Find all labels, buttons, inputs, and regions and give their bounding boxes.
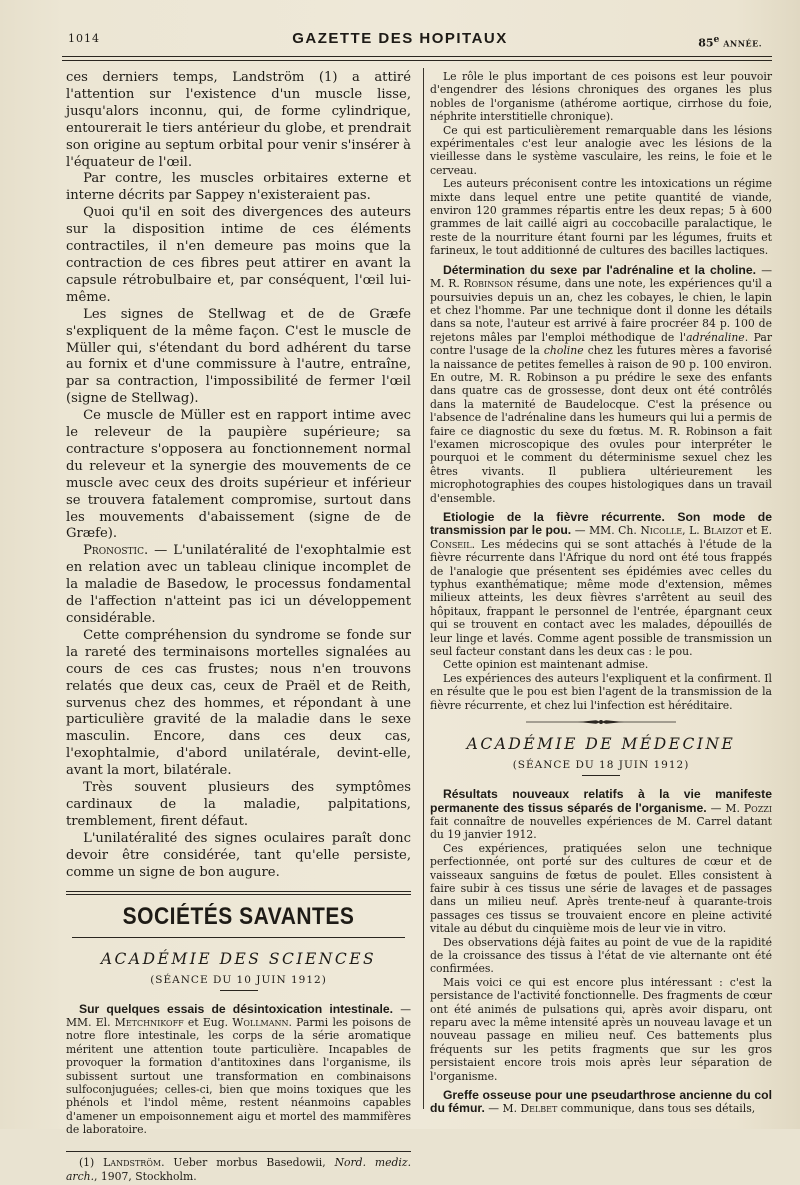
term-italic: choline	[543, 344, 584, 358]
article-paragraph	[430, 1089, 772, 1116]
footnote-mark: (1)	[78, 1155, 104, 1169]
author-text: , L.	[682, 524, 704, 538]
footnote-text: , 1907, Stockholm.	[94, 1170, 197, 1184]
pronostic-label: Pronostic.	[83, 543, 149, 559]
page-header	[0, 30, 800, 58]
article-body: communique, dans tous ses détails,	[557, 1102, 756, 1116]
author-text: — M. R.	[430, 263, 772, 291]
paragraph: Par contre, les muscles orbitaires externe et interne décrits par Sappey n'existeraient pas.	[66, 171, 411, 204]
year-word: ANNÉE.	[723, 38, 762, 49]
journal-title: GAZETTE DES HOPITAUX	[292, 30, 508, 47]
footnote	[66, 1156, 411, 1185]
author-name: Delbet	[520, 1102, 558, 1116]
section-rule	[66, 891, 411, 895]
paragraph: Cette compréhension du syndrome se fonde sur la rareté des terminaisons mortelles signalées au cours de ces cas frustes; nous n'en trouvons relatés que deux cas, ceux de Praël et de Reith, survenus chez des hommes, et répondant à une particulière gravité de la maladie dans le sexe masculin. Encore, dans ces deux cas, l'exophtalmie, d'abord unilatérale, devint-elle, avant la mort, bilatérale.	[66, 627, 411, 779]
article-body: . Parmi les poisons de notre flore intestinale, les corps de la série aromatique méritent une attention toute particulière. Incapables de provoquer la formation d'antitoxines dans l'organisme, ils subissent surtout une transformation en combinaisons sulfoconjuguées; celles-ci, bien que moins toxiques que les phénols et l'indol même, restent néanmoins capables d'amener un empoisonnement aigu et mortel des mammifères de laboratoire.	[66, 1015, 411, 1137]
section-rule-thin	[72, 937, 405, 938]
paragraph: Le rôle le plus important de ces poisons est leur pouvoir d'engendrer des lésions chroniques des organes les plus nobles de l'organisme (athérome aortique, cirrhose du foie, néphrite interstitielle chronique).	[430, 70, 772, 124]
pronostic-text: — L'unilatéralité de l'exophtalmie est en relation avec un tableau clinique incomplet de la maladie de Basedow, le processus fondamental de l'affection n'atteint pas ici un développement considérable.	[66, 543, 411, 626]
author-name: Metchnikoff	[114, 1015, 184, 1029]
footnote-journal: Nord. mediz. arch.	[66, 1155, 411, 1184]
article-title: Détermination du sexe par l'adrénaline et la choline.	[442, 262, 757, 277]
paragraph: Les signes de Stellwag et de de Græfe s'expliquent de la même façon. C'est le muscle de Müller qui, s'étendant du bord adhérent du tarse au fornix et d'une commissure à l'autre, entraîne, par sa contraction, l'impossibilité de fermer l'œil (signe de Stellwag).	[66, 306, 411, 407]
ornament-icon	[526, 718, 676, 726]
author-name: Conseil	[430, 537, 472, 551]
author-name: Nicolle	[640, 524, 683, 538]
article-title: Etiologie de la fièvre récurrente. Son mode de transmission par le pou.	[430, 510, 772, 538]
section-title: SOCIÉTÉS SAVANTES	[122, 902, 355, 930]
short-rule	[582, 775, 620, 776]
author-name: Blaizot	[703, 524, 743, 538]
article-body: résume, dans une note, les expériences qu'il a poursuivies depuis un an, chez les cobayes, le chien, le lapin et chez l'homme. Par une technique dont il donne les détails dans sa note, l'auteur est arrivé à faire procréer 84 p. 100 de rejetons mâles par l'emploi méthodique de l'	[430, 277, 773, 344]
header-rule-thin	[62, 60, 772, 61]
article-body: chez les futures mères a favorisé la naissance de petites femelles à raison de 90 p. 100 environ. En outre, M. R. Robinson a pu prédire le sexe des enfants dans quatre cas de grossesse, dont deux ont été contrôlés dans la maternité de Baudelocque. C'est la présence ou l'absence de l'adrénaline dans les humeurs qui lui a permis de faire ce diagnostic du sexe du fœtus. M. R. Robinson a fait l'examen microscopique des ovules pour interpréter le pourquoi et le comment du déterminisme sexuel chez les êtres vivants. Il publiera ultérieurement les microphotographies des coupes histologiques dans un travail d'ensemble.	[430, 344, 772, 505]
paragraph: Cette opinion est maintenant admise.	[442, 658, 649, 672]
paragraph: Ces expériences, pratiquées selon une technique perfectionnée, ont porté sur des cultures de cœur et de vaisseaux sanguins de fœtus de poulet. Elles consistent à faire subir à ces tissus une série de lavages et de passages dans un milieu neuf. Après trente-neuf à quarante-trois passages ces tissus se trouvaient encore en pleine activité vitale au début du cinquième mois de leur vie in vitro.	[430, 841, 772, 936]
article-title: Résultats nouveaux relatifs à la vie manifeste permanente des tissus séparés de l'organisme.	[430, 787, 772, 815]
footnote-rule	[66, 1151, 411, 1152]
header-rule	[62, 56, 772, 57]
author-name: Pozzi	[743, 801, 772, 815]
paragraph: Quoi qu'il en soit des divergences des auteurs sur la disposition intime de ces éléments contractiles, il n'en demeure pas moins que la contraction de ces fibres peut attirer en avant la capsule rétrobulbaire et, par conséquent, l'œil lui-même.	[66, 205, 411, 305]
year-suffix: e	[713, 34, 720, 45]
paragraph: Ce qui est particulièrement remarquable dans les lésions expérimentales c'est leur analogie avec les lésions de la vieillesse dans le système vasculaire, les reins, le foie et le cerveau.	[430, 123, 772, 177]
ornament-divider	[430, 718, 772, 729]
paragraph: Ce muscle de Müller est en rapport intime avec le releveur de la paupière supérieure; sa contracture s'opposera au fonctionnement normal du releveur et la synergie des mouvements de ce muscle avec ceux des droits supérieur et inférieur se trouvera fatalement compromise, surtout dans les mouvements d'abaissement (signe de de Græfe).	[66, 408, 411, 542]
author-name: Wollmann	[232, 1015, 289, 1029]
author-text: et Eug.	[183, 1015, 233, 1029]
footnote-author: Landström	[103, 1155, 162, 1169]
author-text: — M.	[706, 801, 744, 815]
article-paragraph	[66, 1003, 411, 1137]
author-text: — M.	[484, 1102, 521, 1116]
paragraph: Les auteurs préconisent contre les intoxications un régime mixte dans lequel entre une petite quantité de viande, environ 120 grammes répartis entre les deux repas; 5 à 600 grammes de lait caillé aigri au coccobacille paralactique, le reste de la nourriture étant fourni par les légumes, fruits et farineux, le tout additionné de cultures des bacilles lactiques.	[430, 177, 772, 258]
article-body: fait connaître de nouvelles expériences de M. Carrel datant du 19 janvier 1912.	[430, 814, 772, 842]
article-paragraph	[430, 264, 772, 505]
seance-date: (SÉANCE DU 18 JUIN 1912)	[512, 759, 690, 772]
page-number: 1014	[68, 32, 100, 45]
article-body: . Par contre l'usage de la	[430, 330, 772, 358]
paragraph: ces derniers temps, Landström (1) a attiré l'attention sur l'existence d'un muscle lisse, jusqu'alors inconnu, qui, de forme cylindrique, entourerait le tiers antérieur du globe, et prendrait son origine au septum orbital pour venir s'insérer à l'équateur de l'œil.	[66, 70, 411, 170]
author-name: Robinson	[463, 277, 514, 291]
paragraph: Mais voici ce qui est encore plus intéressant : c'est la persistance de l'activité fonctionnelle. Des fragments de cœur ont été animés de pulsations qui, après avoir disparu, ont reparu avec la même intensité après un nouveau lavage et un nouveau passage en milieu neuf. Ces battements plus fréquents sur les petits fragments que sur les gros persistaient encore trois mois après leur séparation de l'organisme.	[430, 975, 772, 1083]
paragraph	[66, 543, 411, 628]
author-text: — MM. El.	[66, 1002, 411, 1029]
article-body: . Les médecins qui se sont attachés à l'étude de la fièvre récurrente dans l'Afrique du nord ont été tous frappés de l'analogie que présentent ses épidémies avec celles du typhus exanthématique; même mode d'extension, mêmes milieux atteints, les deux fièvres s'arrêtent au seuil des hôpitaux, frappant le personnel de l'entrée, épargnant ceux qui se trouvent en contact avec les malades, dépouillés de leur linge et lavés. Comme agent possible de transmission un seul facteur constant dans les deux cas : le pou.	[430, 537, 772, 659]
academy-heading: ACADÉMIE DE MÉDECINE	[466, 735, 736, 754]
author-text: — MM. Ch.	[571, 524, 641, 538]
academy-heading: ACADÉMIE DES SCIENCES	[100, 949, 377, 968]
year-label	[698, 34, 762, 50]
footnote-text: . Ueber morbus Basedowii,	[161, 1155, 335, 1169]
column-divider	[423, 68, 424, 1109]
author-text: et E.	[742, 524, 773, 538]
article-paragraph	[430, 788, 772, 842]
year-number: 85	[698, 36, 714, 50]
article-paragraph	[430, 511, 772, 658]
left-column	[66, 70, 411, 1185]
paragraph: Les expériences des auteurs l'expliquent et la confirment. Il en résulte que le pou est bien l'agent de la transmission de la fièvre récurrente, et chez lui l'infection est héréditaire.	[430, 671, 772, 712]
right-column	[430, 70, 772, 1116]
short-rule	[220, 990, 258, 991]
article-title: Greffe osseuse pour une pseudarthrose ancienne du col du fémur.	[430, 1088, 772, 1116]
paragraph: Très souvent plusieurs des symptômes cardinaux de la maladie, palpitations, tremblement, firent défaut.	[66, 780, 411, 829]
term-italic: adrénaline	[686, 330, 745, 344]
article-title: Sur quelques essais de désintoxication intestinale.	[78, 1001, 394, 1016]
paragraph: L'unilatéralité des signes oculaires paraît donc devoir être considérée, tant qu'elle persiste, comme un signe de bon augure.	[66, 830, 411, 880]
paragraph: Des observations déjà faites au point de vue de la rapidité de la croissance des tissus à l'état de vie alternante ont été confirmées.	[430, 935, 772, 976]
seance-date: (SÉANCE DU 10 JUIN 1912)	[150, 973, 327, 986]
